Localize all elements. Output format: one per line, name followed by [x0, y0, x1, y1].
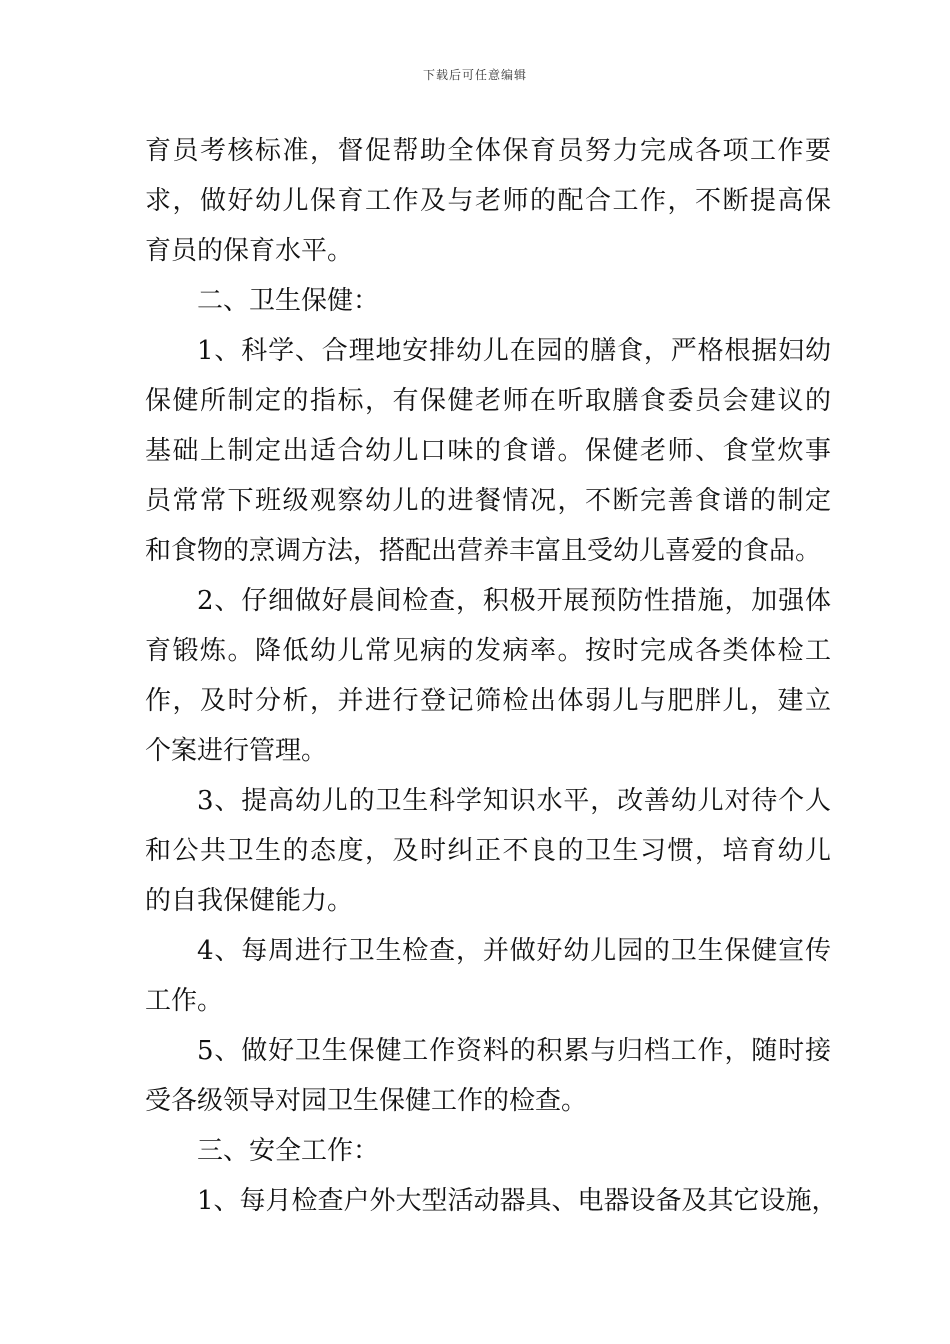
text-line: 育员的保育水平。 — [145, 236, 354, 266]
text-line: 4、每周进行卫生检查，并做好幼儿园的卫生保健宣传 — [197, 936, 831, 966]
text-line: 求，做好幼儿保育工作及与老师的配合工作，不断提高保 — [145, 186, 831, 216]
text-line: 5、做好卫生保健工作资料的积累与归档工作，随时接 — [197, 1036, 831, 1066]
text-line: 1、每月检查户外大型活动器具、电器设备及其它设施， — [197, 1186, 838, 1216]
page-header-note: 下载后可任意编辑 — [422, 68, 527, 82]
text-line: 的自我保健能力。 — [145, 886, 354, 916]
section-heading: 二、卫生保健： — [197, 286, 380, 316]
text-line: 2、仔细做好晨间检查，积极开展预防性措施，加强体 — [197, 586, 831, 616]
text-line: 作，及时分析，并进行登记筛检出体弱儿与肥胖儿，建立 — [145, 686, 831, 716]
text-line: 和食物的烹调方法，搭配出营养丰富且受幼儿喜爱的食品。 — [145, 536, 822, 566]
text-line: 育锻炼。降低幼儿常见病的发病率。按时完成各类体检工 — [145, 636, 831, 666]
text-line: 1、科学、合理地安排幼儿在园的膳食，严格根据妇幼 — [197, 336, 831, 366]
text-line: 3、提高幼儿的卫生科学知识水平，改善幼儿对待个人 — [197, 786, 831, 816]
text-line: 基础上制定出适合幼儿口味的食谱。保健老师、食堂炊事 — [145, 436, 831, 466]
text-line: 受各级领导对园卫生保健工作的检查。 — [145, 1086, 588, 1116]
text-line: 和公共卫生的态度，及时纠正不良的卫生习惯，培育幼儿 — [145, 836, 831, 866]
document-body — [145, 126, 838, 1226]
text-line: 育员考核标准，督促帮助全体保育员努力完成各项工作要 — [145, 136, 831, 166]
text-line: 个案进行管理。 — [145, 736, 328, 766]
section-heading: 三、安全工作： — [197, 1136, 380, 1166]
text-line: 员常常下班级观察幼儿的进餐情况，不断完善食谱的制定 — [145, 486, 831, 516]
text-line: 工作。 — [145, 986, 224, 1016]
text-line: 保健所制定的指标，有保健老师在听取膳食委员会建议的 — [145, 386, 831, 416]
